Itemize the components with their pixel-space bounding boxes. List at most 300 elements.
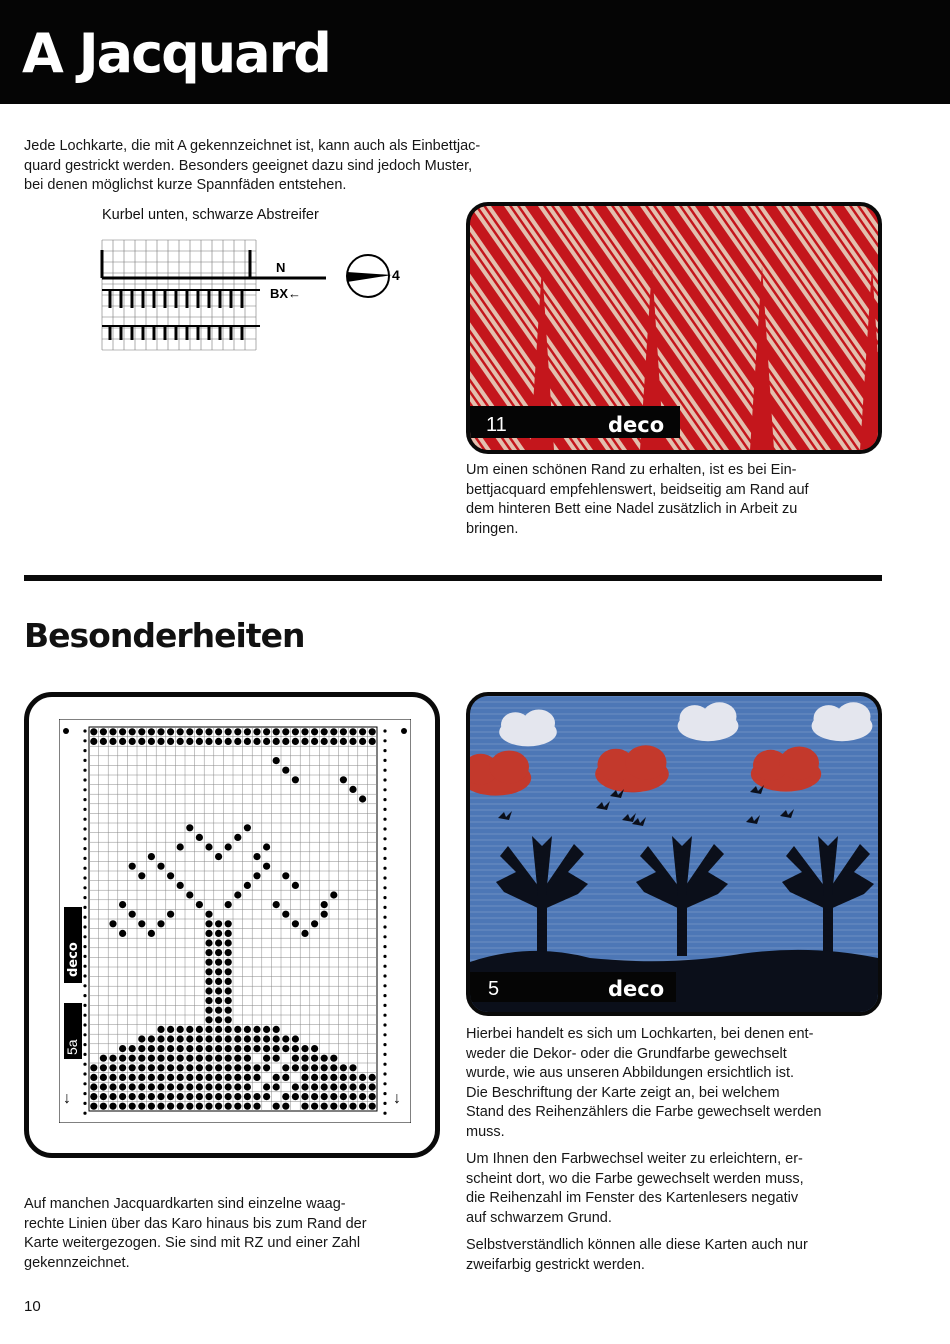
punched-hole [292,776,299,783]
feed-hole [383,876,386,879]
punched-hole [148,738,155,745]
punched-hole [177,1026,184,1033]
feed-hole [383,1004,386,1007]
knitted-sample-photo-5 [466,692,882,1016]
punched-hole [292,1045,299,1052]
punched-hole [177,728,184,735]
cloud [625,745,666,780]
punched-hole [244,1035,251,1042]
punched-hole [186,738,193,745]
punch-card-frame [24,692,440,1158]
punched-hole [234,1083,241,1090]
feed-hole [383,867,386,870]
punched-hole [282,911,289,918]
punched-hole [349,1064,356,1071]
feed-hole [383,827,386,830]
caption-line: gekennzeichnet. [24,1254,130,1271]
feed-hole [83,906,86,909]
punched-hole [148,1055,155,1062]
punched-hole [253,728,260,735]
punched-hole [90,1064,97,1071]
punched-hole [349,1083,356,1090]
punched-hole [215,1093,222,1100]
punched-hole [109,1093,116,1100]
punched-hole [186,1074,193,1081]
punched-hole [359,1083,366,1090]
punched-hole [205,949,212,956]
punched-hole [177,1083,184,1090]
text-line: Selbstverständlich können alle diese Karten auch nur [466,1237,808,1253]
punched-hole [205,1064,212,1071]
punched-hole [292,920,299,927]
punched-hole [359,1103,366,1110]
intro-line: quard gestrickt werden. Besonders geeignet dazu sind jedoch Muster, [24,157,473,174]
punched-hole [253,1035,260,1042]
punched-hole [292,1055,299,1062]
punched-hole [225,959,232,966]
feed-hole [383,906,386,909]
punched-hole [244,1055,251,1062]
punched-hole [138,1103,145,1110]
feed-hole [83,1053,86,1056]
punched-hole [129,1083,136,1090]
punched-hole [301,1093,308,1100]
photo-number: 11 [486,414,507,436]
punched-hole [205,738,212,745]
punched-hole [225,843,232,850]
punched-hole [215,997,222,1004]
punched-hole [225,1093,232,1100]
punched-hole [340,1074,347,1081]
punched-hole [225,1045,232,1052]
punched-hole [177,1064,184,1071]
feed-hole [83,867,86,870]
punched-hole [205,1074,212,1081]
punched-hole [109,728,116,735]
feed-hole [383,965,386,968]
punched-hole [186,1064,193,1071]
punched-hole [177,1074,184,1081]
punched-hole [215,1035,222,1042]
punched-hole [129,911,136,918]
punched-hole [215,1103,222,1110]
punched-hole [273,728,280,735]
punched-hole [90,728,97,735]
punched-hole [138,1064,145,1071]
punched-hole [148,1035,155,1042]
punched-hole [167,1074,174,1081]
punched-hole [359,1074,366,1081]
punched-hole [129,738,136,745]
feed-hole [383,1023,386,1026]
punched-hole [244,882,251,889]
punched-hole [215,987,222,994]
punched-hole [349,1093,356,1100]
punched-hole [129,1074,136,1081]
punched-hole [330,738,337,745]
punched-hole [138,738,145,745]
punched-hole [225,987,232,994]
punched-hole [301,1064,308,1071]
punched-hole [225,930,232,937]
feed-hole [83,759,86,762]
feed-hole [83,984,86,987]
punched-hole [205,968,212,975]
punched-hole [215,1045,222,1052]
feed-hole [383,896,386,899]
feed-hole [383,739,386,742]
punched-hole [330,1093,337,1100]
punched-hole [225,1055,232,1062]
feed-hole [83,827,86,830]
feed-hole [63,728,69,734]
punched-hole [119,901,126,908]
punched-hole [330,1083,337,1090]
punched-hole [138,728,145,735]
brand-logo: deco [608,977,665,1001]
caption-punch-card [24,1195,440,1273]
punched-hole [253,853,260,860]
intro-line: bei denen möglichst kurze Spannfäden entstehen. [24,177,347,193]
dial-icon [347,255,392,297]
punched-hole [90,1103,97,1110]
punched-hole [282,1064,289,1071]
punched-hole [205,728,212,735]
punched-hole [311,1064,318,1071]
punched-hole [205,1035,212,1042]
machine-setting-label: Kurbel unten, schwarze Abstreifer [102,207,319,223]
punched-hole [196,1026,203,1033]
punched-hole [215,1026,222,1033]
punched-hole [138,920,145,927]
header-band [0,0,950,104]
punched-hole [244,1083,251,1090]
punched-hole [100,1103,107,1110]
punched-hole [225,1064,232,1071]
punched-hole [234,1035,241,1042]
punched-hole [196,901,203,908]
punched-hole [282,1035,289,1042]
punched-hole [167,872,174,879]
feed-hole [83,818,86,821]
punched-hole [157,863,164,870]
punched-hole [321,1103,328,1110]
feed-hole [383,935,386,938]
punched-hole [253,1064,260,1071]
punched-hole [119,1103,126,1110]
punched-hole [263,843,270,850]
caption-line: dem hinteren Bett eine Nadel zusätzlich in Arbeit zu [466,501,798,517]
punched-hole [148,1064,155,1071]
punched-hole [225,738,232,745]
feed-hole [83,994,86,997]
punched-hole [349,1074,356,1081]
feed-hole [383,798,386,801]
punched-hole [129,1093,136,1100]
punched-hole [177,1055,184,1062]
punched-hole [148,853,155,860]
punched-hole [273,1055,280,1062]
punched-hole [196,728,203,735]
punched-hole [225,1016,232,1023]
punched-hole [138,1055,145,1062]
punched-hole [340,1103,347,1110]
punched-hole [215,939,222,946]
punched-hole [148,1083,155,1090]
feed-hole [383,759,386,762]
punched-hole [321,911,328,918]
punched-hole [292,1083,299,1090]
punched-hole [129,1064,136,1071]
punched-hole [148,728,155,735]
punched-hole [196,1103,203,1110]
punched-hole [253,738,260,745]
feed-hole [383,886,386,889]
punched-hole [234,834,241,841]
punched-hole [359,738,366,745]
needle-diagram-svg [100,238,410,354]
feed-hole [383,984,386,987]
punched-hole [157,1074,164,1081]
punched-hole [234,1074,241,1081]
punched-hole [196,1083,203,1090]
page-title: A Jacquard [22,22,330,85]
punched-hole [215,1074,222,1081]
punched-hole [205,1045,212,1052]
punched-hole [292,1035,299,1042]
punched-hole [100,738,107,745]
feed-hole [83,896,86,899]
punched-hole [100,728,107,735]
punched-hole [138,1083,145,1090]
punched-hole [196,1093,203,1100]
punched-hole [369,1103,376,1110]
punched-hole [225,997,232,1004]
punched-hole [234,1064,241,1071]
punched-hole [186,1083,193,1090]
punched-hole [244,1093,251,1100]
punched-hole [196,1074,203,1081]
knitted-sample-photo-11 [466,202,882,454]
punched-hole [196,834,203,841]
knit-stripes-image [470,206,878,450]
feed-hole [83,876,86,879]
punched-hole [205,987,212,994]
feed-hole [83,925,86,928]
feed-hole [383,994,386,997]
feed-hole [83,1102,86,1105]
punched-hole [138,872,145,879]
punched-hole [129,863,136,870]
punched-hole [215,738,222,745]
punched-hole [301,1045,308,1052]
punched-hole [205,1103,212,1110]
punched-hole [167,1026,174,1033]
punched-hole [263,1064,270,1071]
punched-hole [186,1035,193,1042]
punched-hole [205,843,212,850]
punched-hole [177,1093,184,1100]
text-line: Die Beschriftung der Karte zeigt an, bei welchem [466,1084,780,1101]
feed-hole [83,1072,86,1075]
text-line: scheint dort, wo die Farbe gewechselt werden muss, [466,1170,804,1187]
punched-hole [205,1083,212,1090]
text-line: wurde, wie aus unseren Abbildungen ersichtlich ist. [466,1065,795,1081]
punched-hole [369,1083,376,1090]
punched-hole [138,1093,145,1100]
punched-hole [225,1074,232,1081]
punched-hole [119,1093,126,1100]
paragraph [466,1025,890,1142]
punched-hole [225,1026,232,1033]
punched-hole [215,930,222,937]
feed-hole [383,729,386,732]
feed-hole [383,837,386,840]
punched-hole [157,1083,164,1090]
feed-hole [83,1082,86,1085]
paragraph [466,1150,890,1228]
punched-hole [215,1007,222,1014]
feed-hole [83,955,86,958]
punched-hole [215,959,222,966]
punched-hole [167,1035,174,1042]
punched-hole [167,1045,174,1052]
punched-hole [273,1045,280,1052]
punched-hole [369,738,376,745]
punched-hole [205,959,212,966]
punched-hole [263,1055,270,1062]
feed-hole [383,1053,386,1056]
caption-line: bettjacquard empfehlenswert, beidseitig am Rand auf [466,481,809,498]
punched-hole [225,1007,232,1014]
punched-hole [119,1055,126,1062]
punched-hole [244,824,251,831]
text-line: Hierbei handelt es sich um Lochkarten, bei denen ent- [466,1026,814,1042]
punched-hole [215,1083,222,1090]
punched-hole [196,1064,203,1071]
dial-value: 4 [392,267,400,283]
feed-hole [383,1014,386,1017]
card-arrow-right: ↓ [393,1090,401,1107]
punched-hole [301,728,308,735]
feed-hole [383,974,386,977]
punched-hole [301,1083,308,1090]
feed-hole [83,739,86,742]
punched-hole [321,1093,328,1100]
photo-number: 5 [488,978,500,1000]
punch-card-image [59,719,411,1123]
feed-hole [383,1072,386,1075]
feed-hole [383,1033,386,1036]
feed-hole [83,1033,86,1036]
punched-hole [215,1064,222,1071]
caption-line: Auf manchen Jacquardkarten sind einzelne waag- [24,1196,346,1212]
punched-hole [167,738,174,745]
punched-hole [340,1083,347,1090]
section-title: Besonderheiten [24,616,305,655]
feed-hole [83,935,86,938]
feed-hole [401,728,407,734]
punched-hole [292,882,299,889]
punched-hole [119,930,126,937]
feed-hole [383,769,386,772]
punched-hole [186,824,193,831]
punched-hole [90,1093,97,1100]
punched-hole [196,1055,203,1062]
punched-hole [225,1103,232,1110]
text-line: muss. [466,1123,505,1140]
punched-hole [282,1074,289,1081]
feed-hole [83,965,86,968]
card-arrow-left: ↓ [63,1090,71,1107]
punched-hole [253,1093,260,1100]
feed-hole [383,857,386,860]
feed-hole [83,1112,86,1115]
text-line: weder die Dekor- oder die Grundfarbe gewechselt [466,1045,787,1062]
punched-hole [321,728,328,735]
punched-hole [186,1103,193,1110]
caption-line: bringen. [466,520,519,537]
punched-hole [340,1064,347,1071]
punched-hole [177,843,184,850]
caption-line: Um einen schönen Rand zu erhalten, ist es bei Ein- [466,462,797,478]
punched-hole [129,1103,136,1110]
punched-hole [177,1035,184,1042]
punched-hole [215,728,222,735]
punched-hole [205,978,212,985]
punched-hole [100,1064,107,1071]
feed-hole [83,1043,86,1046]
punched-hole [129,728,136,735]
caption-line: rechte Linien über das Karo hinaus bis zum Rand der [24,1215,367,1232]
punched-hole [273,1035,280,1042]
punched-hole [292,738,299,745]
punched-hole [234,891,241,898]
punched-hole [263,1093,270,1100]
punched-hole [157,1064,164,1071]
punched-hole [263,863,270,870]
punched-hole [215,1055,222,1062]
punched-hole [330,1055,337,1062]
punched-hole [330,728,337,735]
text-line: Stand des Reihenzählers die Farbe gewechselt werden [466,1104,822,1120]
feed-hole [83,798,86,801]
punched-hole [349,738,356,745]
punched-hole [157,738,164,745]
caption-photo-11 [466,461,886,539]
punched-hole [330,1103,337,1110]
punched-hole [138,1074,145,1081]
punched-hole [340,728,347,735]
punched-hole [330,891,337,898]
feed-hole [383,925,386,928]
punched-hole [225,949,232,956]
feed-hole [83,886,86,889]
punched-hole [311,920,318,927]
punched-hole [148,1093,155,1100]
punched-hole [263,728,270,735]
feed-hole [83,945,86,948]
feed-hole [383,847,386,850]
card-brand: deco [66,942,81,977]
punched-hole [282,767,289,774]
caption-line: Karte weitergezogen. Sie sind mit RZ und einer Zahl [24,1235,361,1251]
punched-hole [340,1093,347,1100]
punched-hole [253,1103,260,1110]
punched-hole [244,1103,251,1110]
punched-hole [215,949,222,956]
punched-hole [157,1045,164,1052]
